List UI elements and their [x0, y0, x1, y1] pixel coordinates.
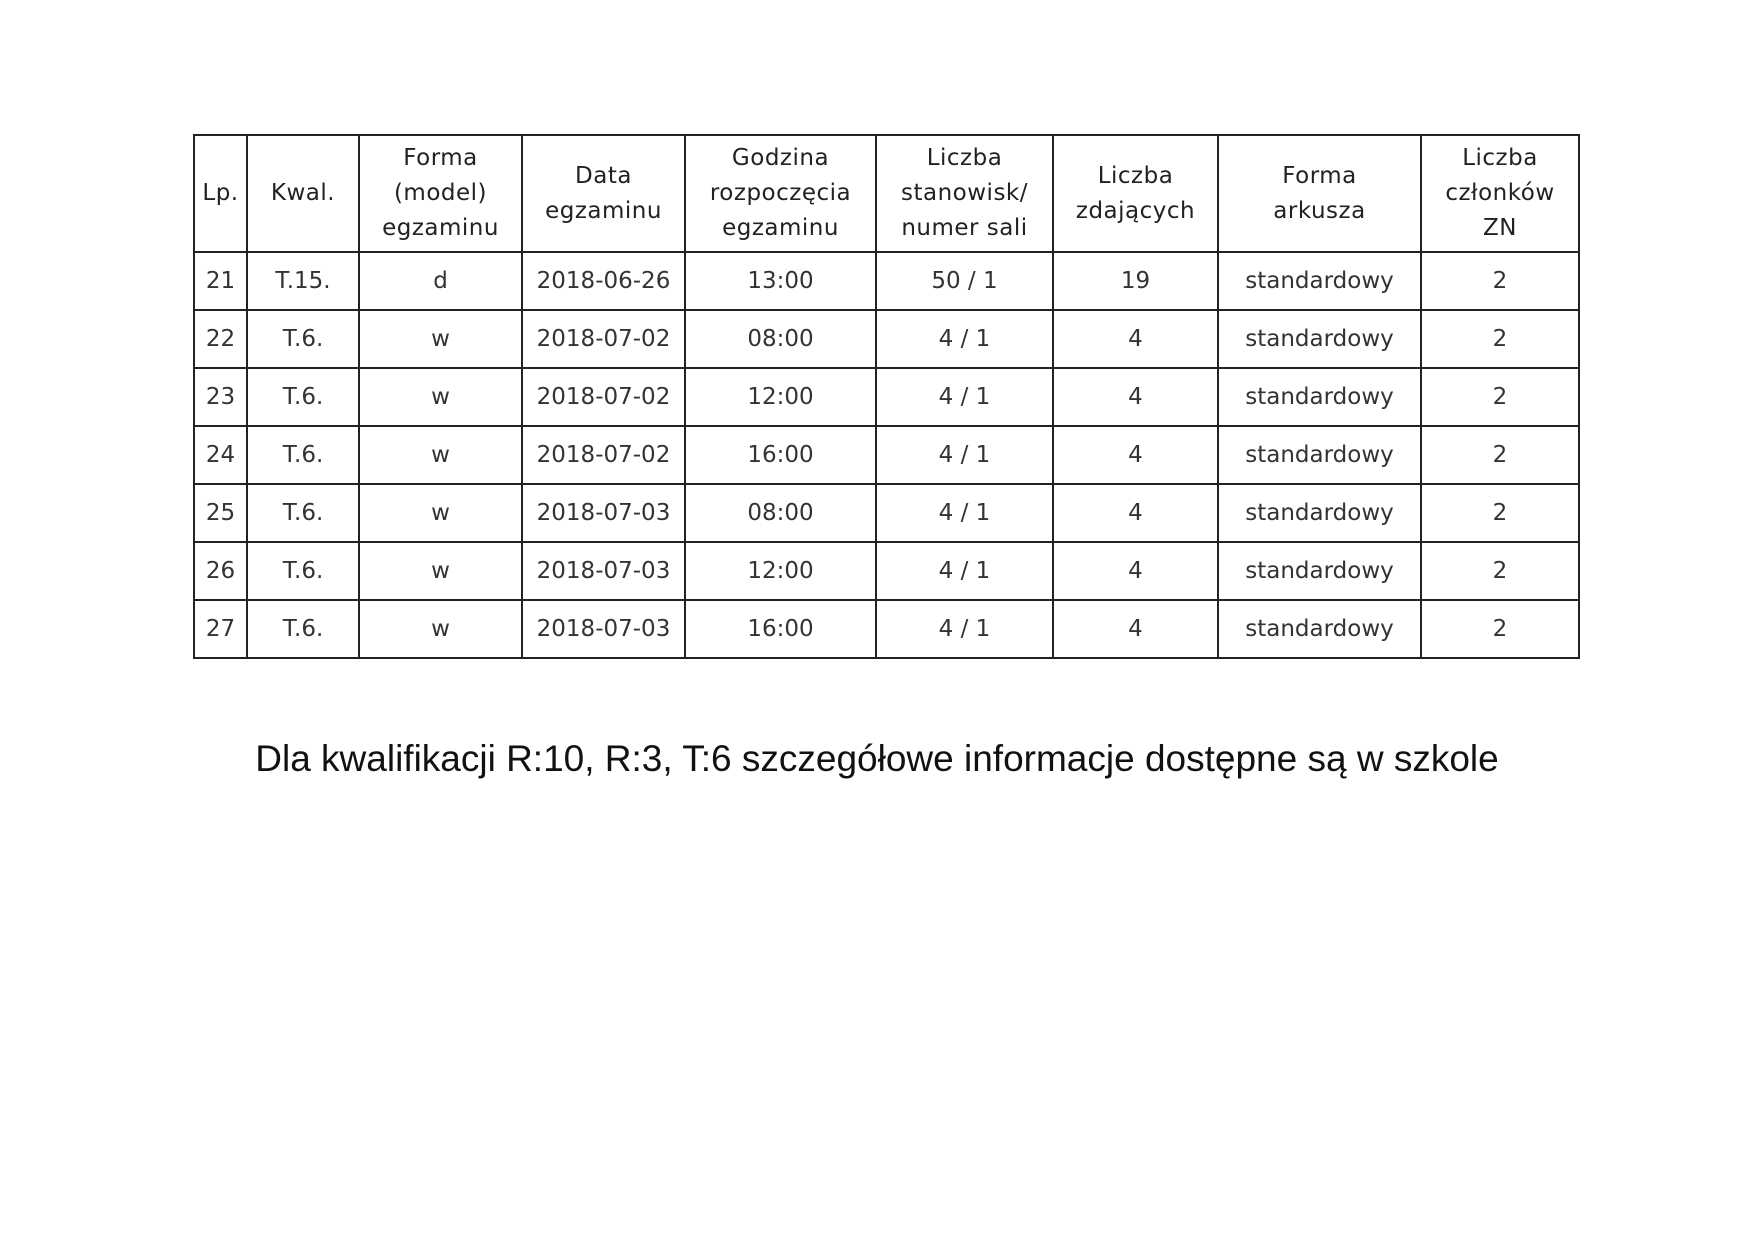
cell-col-godzina: 16:00 — [685, 426, 876, 484]
cell-col-forma-arkusza: standardowy — [1218, 542, 1421, 600]
cell-col-godzina: 08:00 — [685, 484, 876, 542]
cell-col-kwal: T.6. — [247, 310, 359, 368]
cell-col-liczba-czlonkow: 2 — [1421, 426, 1579, 484]
cell-col-forma-arkusza: standardowy — [1218, 600, 1421, 658]
cell-col-liczba-zdajacych: 4 — [1053, 600, 1218, 658]
header-line: zdających — [1075, 197, 1196, 224]
cell-col-liczba-czlonkow: 2 — [1421, 542, 1579, 600]
header-line: Liczba — [1097, 162, 1174, 189]
header-line: Forma — [1282, 162, 1357, 189]
cell-col-forma-arkusza: standardowy — [1218, 484, 1421, 542]
table-body — [194, 252, 1579, 658]
table-row — [194, 310, 1579, 368]
cell-col-liczba-zdajacych: 4 — [1053, 542, 1218, 600]
cell-col-kwal: T.15. — [247, 252, 359, 310]
table-row — [194, 368, 1579, 426]
table-row — [194, 426, 1579, 484]
cell-col-forma-egzaminu: w — [359, 368, 522, 426]
header-line: (model) — [393, 180, 488, 206]
cell-col-forma-arkusza: standardowy — [1218, 426, 1421, 484]
cell-col-forma-egzaminu: w — [359, 600, 522, 658]
cell-col-forma-arkusza: standardowy — [1218, 252, 1421, 310]
header-line: stanowisk/ — [901, 180, 1028, 206]
cell-col-liczba-stanowisk: 50 / 1 — [876, 252, 1053, 310]
header-line: arkusza — [1273, 197, 1366, 224]
cell-col-liczba-zdajacych: 4 — [1053, 484, 1218, 542]
header-line: egzaminu — [545, 197, 662, 224]
header-line: Liczba — [1462, 145, 1538, 171]
exam-schedule-table — [193, 134, 1580, 659]
header-row — [194, 135, 1579, 252]
cell-col-lp: 27 — [194, 600, 247, 658]
cell-col-data-egzaminu: 2018-06-26 — [522, 252, 685, 310]
cell-col-forma-egzaminu: d — [359, 252, 522, 310]
cell-col-godzina: 12:00 — [685, 542, 876, 600]
cell-col-liczba-zdajacych: 4 — [1053, 310, 1218, 368]
header-col-data-egzaminu — [522, 135, 685, 252]
header-line: Kwal. — [270, 180, 336, 206]
cell-col-liczba-stanowisk: 4 / 1 — [876, 310, 1053, 368]
header-line: rozpoczęcia — [709, 180, 852, 206]
cell-col-liczba-stanowisk: 4 / 1 — [876, 368, 1053, 426]
header-line: Godzina — [731, 145, 830, 171]
table-row — [194, 252, 1579, 310]
cell-col-liczba-zdajacych: 4 — [1053, 426, 1218, 484]
cell-col-lp: 25 — [194, 484, 247, 542]
header-line: egzaminu — [382, 215, 499, 241]
cell-col-data-egzaminu: 2018-07-02 — [522, 368, 685, 426]
header-line: członków — [1445, 180, 1555, 206]
cell-col-data-egzaminu: 2018-07-02 — [522, 310, 685, 368]
header-col-liczba-czlonkow — [1421, 135, 1579, 252]
cell-col-liczba-czlonkow: 2 — [1421, 600, 1579, 658]
cell-col-liczba-czlonkow: 2 — [1421, 368, 1579, 426]
header-col-lp — [194, 135, 247, 252]
header-line: egzaminu — [722, 215, 839, 241]
header-line: Data — [575, 162, 632, 189]
cell-col-forma-egzaminu: w — [359, 426, 522, 484]
cell-col-lp: 23 — [194, 368, 247, 426]
cell-col-liczba-zdajacych: 19 — [1053, 252, 1218, 310]
cell-col-lp: 21 — [194, 252, 247, 310]
cell-col-lp: 24 — [194, 426, 247, 484]
table-row — [194, 484, 1579, 542]
qualification-note: Dla kwalifikacji R:10, R:3, T:6 szczegółowe informacje dostępne są w szkole — [255, 738, 1499, 779]
cell-col-forma-egzaminu: w — [359, 484, 522, 542]
cell-col-godzina: 08:00 — [685, 310, 876, 368]
header-line: ZN — [1483, 215, 1517, 241]
table-row — [194, 542, 1579, 600]
cell-col-forma-egzaminu: w — [359, 310, 522, 368]
cell-col-liczba-czlonkow: 2 — [1421, 310, 1579, 368]
cell-col-lp: 26 — [194, 542, 247, 600]
header-col-liczba-zdajacych — [1053, 135, 1218, 252]
cell-col-kwal: T.6. — [247, 368, 359, 426]
cell-col-liczba-czlonkow: 2 — [1421, 484, 1579, 542]
cell-col-forma-arkusza: standardowy — [1218, 310, 1421, 368]
cell-col-kwal: T.6. — [247, 600, 359, 658]
header-line: Lp. — [202, 180, 239, 206]
cell-col-kwal: T.6. — [247, 542, 359, 600]
cell-col-kwal: T.6. — [247, 426, 359, 484]
cell-col-kwal: T.6. — [247, 484, 359, 542]
header-col-kwal — [247, 135, 359, 252]
cell-col-liczba-czlonkow: 2 — [1421, 252, 1579, 310]
cell-col-godzina: 16:00 — [685, 600, 876, 658]
cell-col-liczba-stanowisk: 4 / 1 — [876, 600, 1053, 658]
header-col-godzina — [685, 135, 876, 252]
header-line: Forma — [403, 145, 478, 171]
cell-col-forma-arkusza: standardowy — [1218, 368, 1421, 426]
cell-col-data-egzaminu: 2018-07-02 — [522, 426, 685, 484]
header-line: numer sali — [901, 215, 1028, 241]
header-col-forma-arkusza — [1218, 135, 1421, 252]
cell-col-forma-egzaminu: w — [359, 542, 522, 600]
cell-col-godzina: 12:00 — [685, 368, 876, 426]
header-line: Liczba — [926, 145, 1003, 171]
header-col-forma-egzaminu — [359, 135, 522, 252]
cell-col-data-egzaminu: 2018-07-03 — [522, 600, 685, 658]
cell-col-liczba-zdajacych: 4 — [1053, 368, 1218, 426]
table-header — [194, 135, 1579, 252]
cell-col-lp: 22 — [194, 310, 247, 368]
cell-col-godzina: 13:00 — [685, 252, 876, 310]
cell-col-liczba-stanowisk: 4 / 1 — [876, 542, 1053, 600]
cell-col-liczba-stanowisk: 4 / 1 — [876, 426, 1053, 484]
header-col-liczba-stanowisk — [876, 135, 1053, 252]
cell-col-liczba-stanowisk: 4 / 1 — [876, 484, 1053, 542]
cell-col-data-egzaminu: 2018-07-03 — [522, 542, 685, 600]
cell-col-data-egzaminu: 2018-07-03 — [522, 484, 685, 542]
table-row — [194, 600, 1579, 658]
